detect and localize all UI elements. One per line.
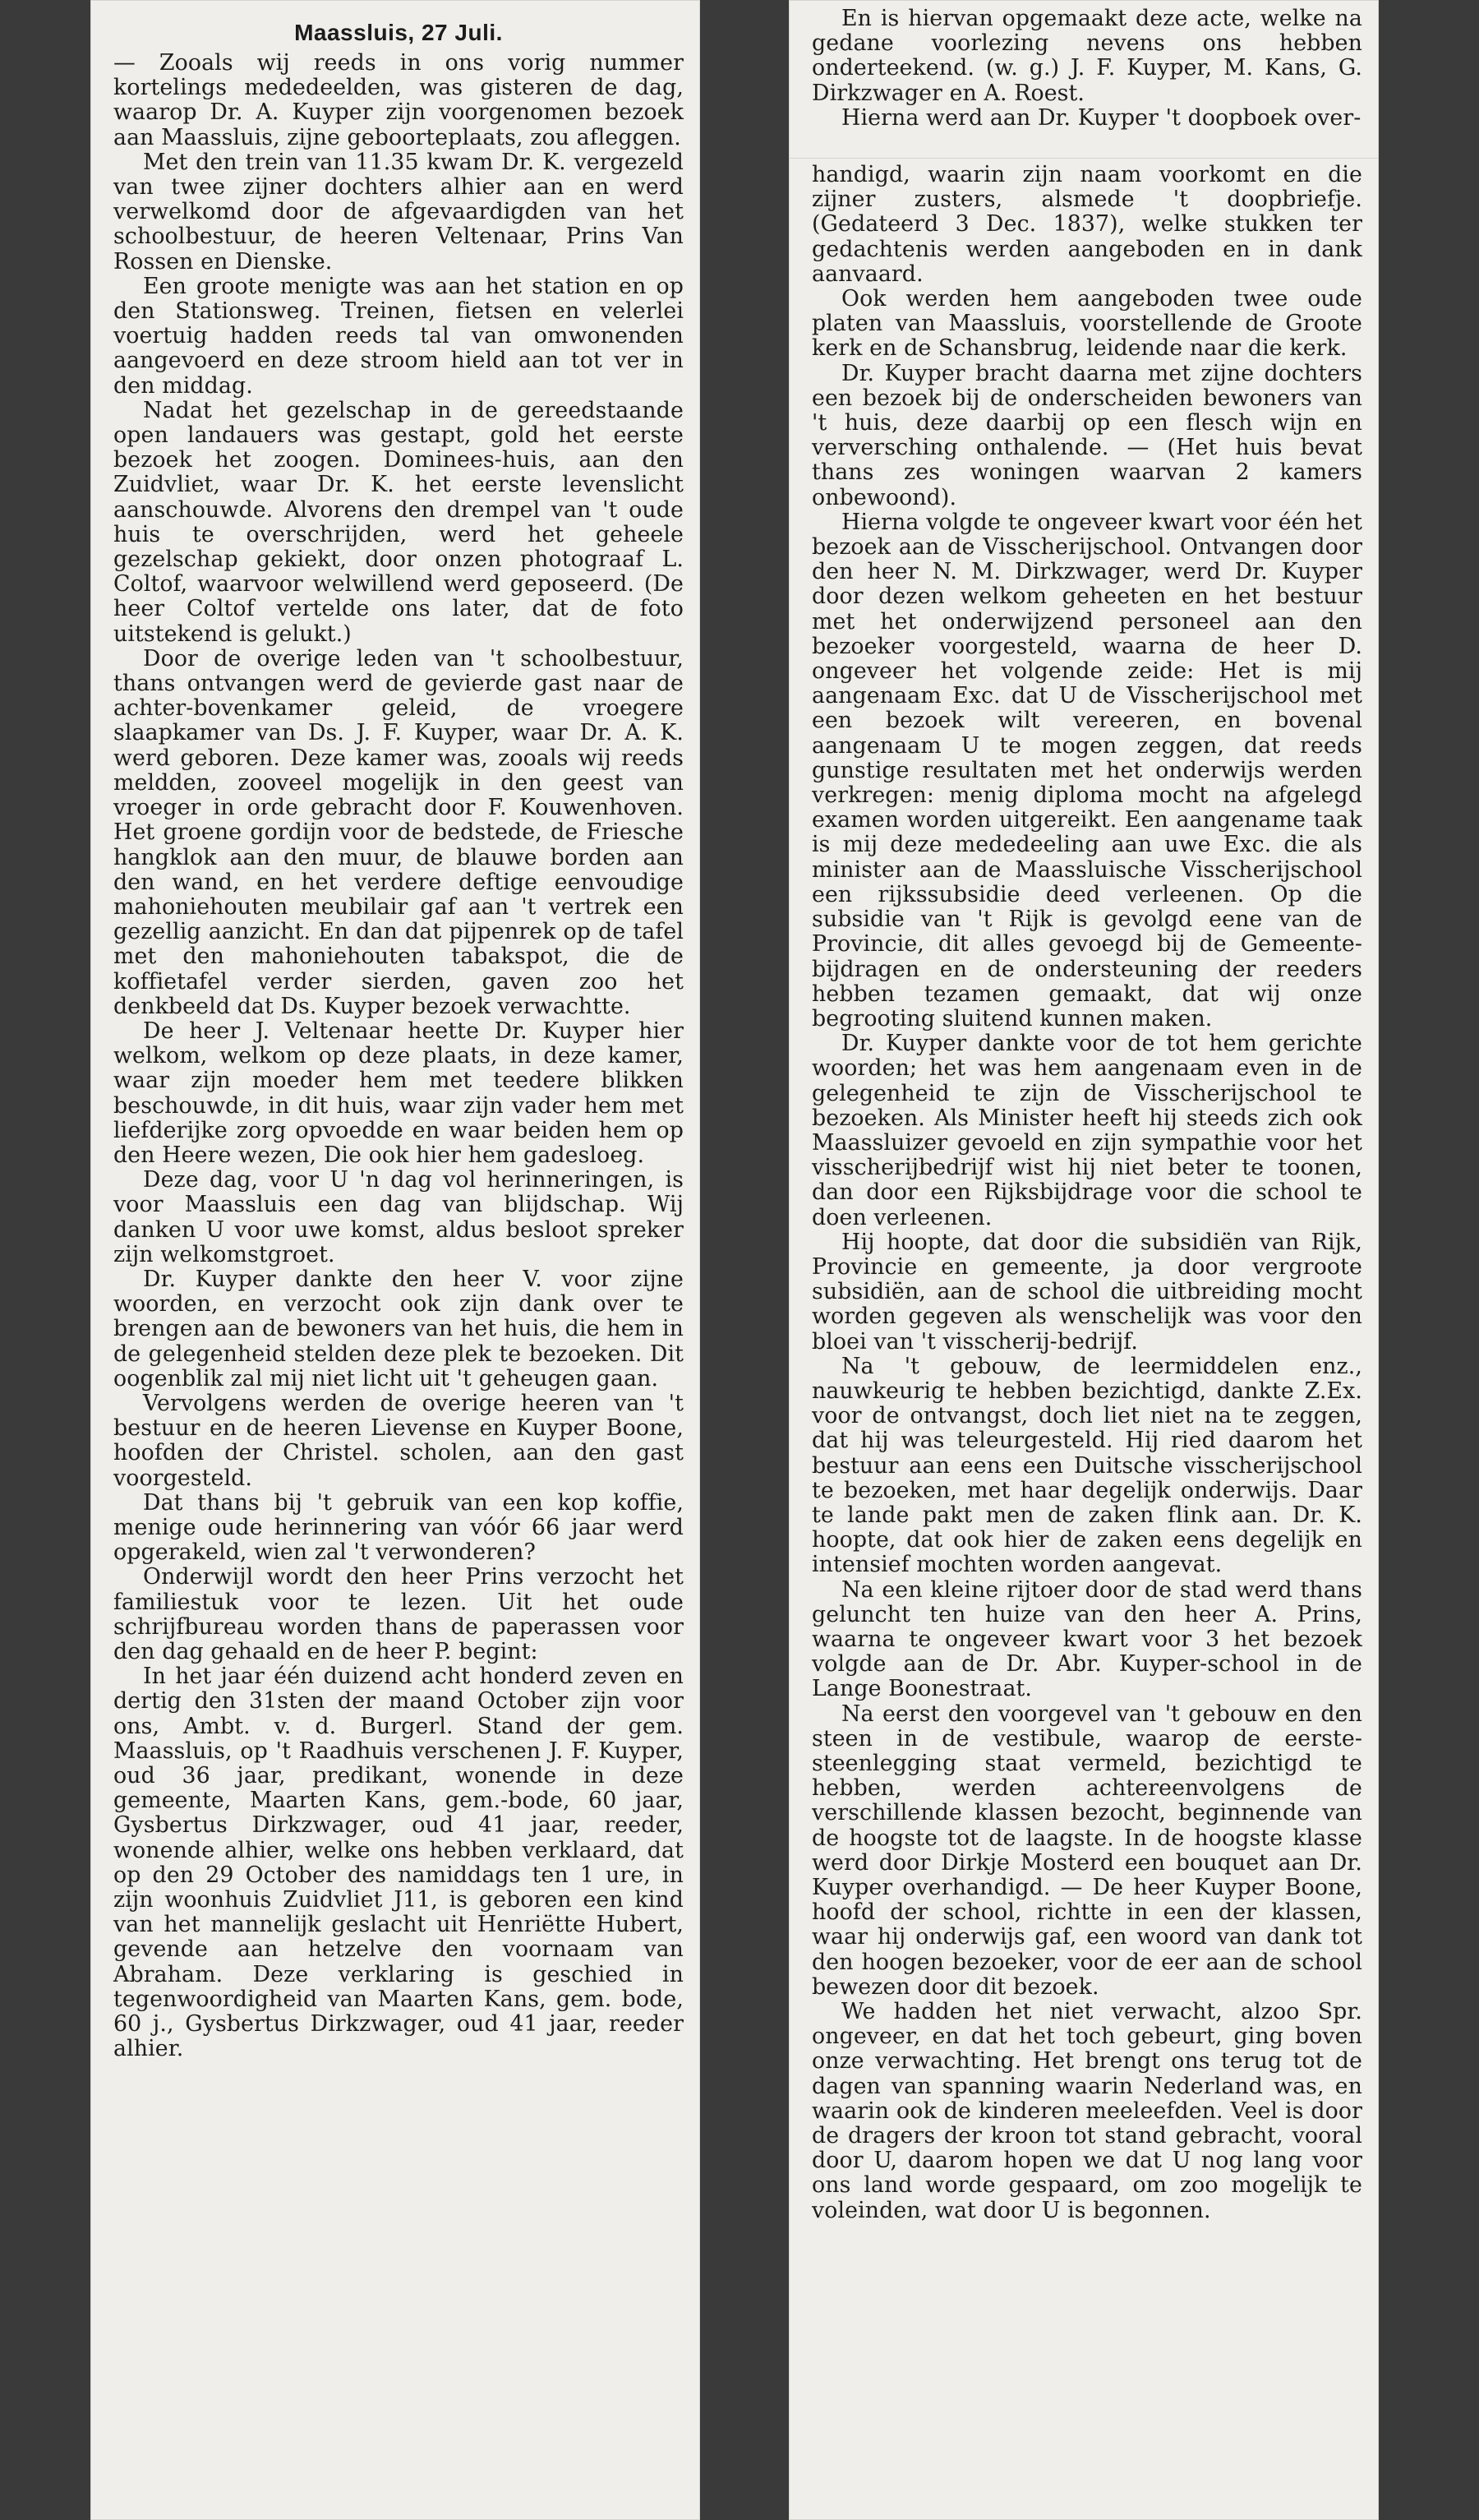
- paragraph: Onderwijl wordt den heer Prins verzocht het familiestuk voor te lezen. Uit het oude schrijfbureau worden thans de paperassen voor den dag gehaald en de heer P. begint:: [113, 1564, 684, 1664]
- paragraph: In het jaar één duizend acht honderd zeven en dertig den 31sten der maand October zijn voor ons, Ambt. v. d. Burgerl. Stand der gem. Maassluis, op 't Raadhuis verschenen J. F. Kuyper, oud 36 jaar, predikant, wonende in deze gemeente, Maarten Kans, gem.-bode, 60 jaar, Gysbertus Dirkzwager, oud 41 jaar, reeder, wonende alhier, welke ons hebben verklaard, dat op den 29 October des namiddags ten 1 ure, in zijn woonhuis Zuidvliet J11, is geboren een kind van het mannelijk geslacht uit Henriëtte Hubert, gevende aan hetzelve den voornaam van Abraham. Deze verklaring is geschied in tegenwoordigheid van Maarten Kans, gem. bode, 60 j., Gysbertus Dirkzwager, oud 41 jaar, reeder alhier.: [113, 1664, 684, 2062]
- paragraph: Nadat het gezelschap in de gereedstaande open landauers was gestapt, gold het eerste bezoek het zoogen. Dominees-huis, aan den Zuidvliet, waar Dr. K. het eerste levenslicht aanschouwde. Alvorens den drempel van 't oude huis te overschrijden, werd het geheele gezelschap gekiekt, door onzen photograaf L. Coltof, waarvoor welwillend werd geposeerd. (De heer Coltof vertelde ons later, dat de foto uitstekend is gelukt.): [113, 397, 684, 647]
- paragraph: We hadden het niet verwacht, alzoo Spr. ongeveer, en dat het toch gebeurt, ging boven onze verwachting. Het brengt ons terug tot de dagen van spanning waarin Nederland was, en waarin ook de kinderen meeleefden. Veel is door de dragers der kroon tot stand gebracht, vooral door U, daarom hopen we dat U nog lang voor ons land worde gespaard, om zoo mogelijk te voleinden, wat door U is begonnen.: [812, 1999, 1362, 2223]
- right-column-clipping-bottom: [789, 158, 1379, 2520]
- paragraph: Hierna volgde te ongeveer kwart voor één het bezoek aan de Visscherijschool. Ontvangen door den heer N. M. Dirkzwager, werd Dr. Kuyper door dezen welkom geheeten en het bestuur met het onderwijzend personeel aan den bezoeker voorgesteld, waarna de heer D. ongeveer het volgende zeide: Het is mij aangenaam Exc. dat U de Visscherijschool met een bezoek wilt vereeren, en bovenal aangenaam U te mogen zeggen, dat reeds gunstige resultaten met het onderwijs werden verkregen: menig diploma mocht na afgelegd examen worden uitgereikt. Een aangename taak is mij deze mededeeling aan uwe Exc. die als minister aan de Maassluische Visscherijschool een rijkssubsidie deed verleenen. Op die subsidie van 't Rijk is gevolgd eene van de Provincie, dit alles gevoegd bij de Gemeente-bijdragen en de ondersteuning der reeders hebben tezamen gemaakt, dat wij onze begrooting sluitend kunnen maken.: [812, 509, 1362, 1032]
- paragraph: Ook werden hem aangeboden twee oude platen van Maassluis, voorstellende de Groote kerk en de Schansbrug, leidende naar die kerk.: [812, 286, 1362, 362]
- paragraph: Een groote menigte was aan het station en op den Stationsweg. Treinen, fietsen en velerlei voertuig hadden reeds tal van omwonenden aangevoerd en deze stroom hield aan tot ver in den middag.: [113, 273, 684, 399]
- paragraph: En is hiervan opgemaakt deze acte, welke na gedane voorlezing nevens ons hebben onderteekend. (w. g.) J. F. Kuyper, M. Kans, G. Dirkzwager en A. Roest.: [812, 6, 1362, 106]
- paragraph: — Zooals wij reeds in ons vorig nummer kortelings mededeelden, was gisteren de dag, waarop Dr. A. Kuyper zijn voorgenomen bezoek aan Maassluis, zijne geboorteplaats, zou afleggen.: [113, 50, 684, 150]
- paragraph: Dat thans bij 't gebruik van een kop koffie, menige oude herinnering van vóór 66 jaar werd opgerakeld, wien zal 't verwonderen?: [113, 1489, 684, 1566]
- paragraph: Door de overige leden van 't schoolbestuur, thans ontvangen werd de gevierde gast naar de achter-bovenkamer geleid, de vroegere slaapkamer van Ds. J. F. Kuyper, waar Dr. A. K. werd geboren. Deze kamer was, zooals wij reeds meldden, zooveel mogelijk in den geest van vroeger in orde gebracht door F. Kouwenhoven. Het groene gordijn voor de bedstede, de Friesche hangklok aan den muur, de blauwe borden aan den wand, en het verdere deftige eenvoudige mahoniehouten meubilair gaf aan 't vertrek een gezellig aanzicht. En dan dat pijpenrek op de tafel met den mahoniehouten tabakspot, die de koffietafel verder sierden, gaven zoo het denkbeeld dat Ds. Kuyper bezoek verwachtte.: [113, 645, 684, 1019]
- paragraph: Dr. Kuyper dankte voor de tot hem gerichte woorden; het was hem aangenaam even in de gelegenheid te zijn de Visscherijschool te bezoeken. Als Minister heeft hij steeds zich ook Maassluizer gevoeld en zijn sympathie voor het visscherijbedrijf wist hij niet beter te toonen, dan door een Rijksbijdrage voor die school te doen verleenen.: [812, 1031, 1362, 1230]
- left-column-clipping: [90, 0, 700, 2520]
- dateline: Maassluis, 27 Juli.: [294, 20, 503, 45]
- paragraph: handigd, waarin zijn naam voorkomt en die zijner zusters, alsmede 't doopbriefje. (Gedateerd 3 Dec. 1837), welke stukken ter gedachtenis werden aangeboden en in dank aanvaard.: [812, 162, 1362, 287]
- paragraph: Deze dag, voor U 'n dag vol herinneringen, is voor Maassluis een dag van blijdschap. Wij danken U voor uwe komst, aldus besloot spreker zijn welkomstgroet.: [113, 1167, 684, 1267]
- paragraph: Dr. Kuyper dankte den heer V. voor zijne woorden, en verzocht ook zijn dank over te brengen aan de bewoners van het huis, die hem in de gelegenheid stelden deze plek te bezoeken. Dit oogenblik zal mij niet licht uit 't geheugen gaan.: [113, 1266, 684, 1392]
- paragraph: Na een kleine rijtoer door de stad werd thans geluncht ten huize van den heer A. Prins, waarna te ongeveer kwart voor 3 het bezoek volgde aan de Dr. Abr. Kuyper-school in de Lange Boonestraat.: [812, 1576, 1362, 1702]
- paragraph: Met den trein van 11.35 kwam Dr. K. vergezeld van twee zijner dochters alhier aan en werd verwelkomd door de afgevaardigden van het schoolbestuur, de heeren Veltenaar, Prins Van Rossen en Dienske.: [113, 149, 684, 275]
- paragraph: Na eerst den voorgevel van 't gebouw en den steen in de vestibule, waarop de eerste-steenlegging staat vermeld, bezichtigd te hebben, werden achtereenvolgens de verschillende klassen bezocht, beginnende van de hoogste tot de laagste. In de hoogste klasse werd door Dirkje Mosterd een bouquet aan Dr. Kuyper overhandigd. — De heer Kuyper Boone, hoofd der school, richtte in een der klassen, waar hij onderwijs gaf, een woord van dank tot den hoogen bezoeker, voor de eer aan de school bewezen door dit bezoek.: [812, 1701, 1362, 2000]
- right-column-clipping-top: [789, 0, 1379, 164]
- paragraph: De heer J. Veltenaar heette Dr. Kuyper hier welkom, welkom op deze plaats, in deze kamer, waar zijn moeder hem met teedere blikken beschouwde, in dit huis, waar zijn vader hem met liefderijke zorg opvoedde en waar beiden hem op den Heere wezen, Die ook hier hem gadesloeg.: [113, 1018, 684, 1168]
- paragraph: Na 't gebouw, de leermiddelen enz., nauwkeurig te hebben bezichtigd, dankte Z.Ex. voor de ontvangst, doch liet niet na te zeggen, dat hij was teleurgesteld. Hij ried daarom het bestuur aan eens een Duitsche visscherijschool te bezoeken, met haar degelijk onderwijs. Daar te lande pakt men de zaken flink aan. Dr. K. hoopte, dat ook hier de zaken eens degelijk en intensief mochten worden aangevat.: [812, 1353, 1362, 1578]
- paragraph: Vervolgens werden de overige heeren van 't bestuur en de heeren Lievense en Kuyper Boone, hoofden der Christel. scholen, aan den gast voorgesteld.: [113, 1390, 684, 1491]
- paragraph: Hij hoopte, dat door die subsidiën van Rijk, Provincie en gemeente, ja door vergroote subsidiën, aan de school die uitbreiding mocht worden gegeven als wenschelijk was voor den bloei van 't visscherij-bedrijf.: [812, 1229, 1362, 1355]
- paragraph: Dr. Kuyper bracht daarna met zijne dochters een bezoek bij de onderscheiden bewoners van 't huis, deze daarbij op een flesch wijn en verversching onthalende. — (Het huis bevat thans zes woningen waarvan 2 kamers onbewoond).: [812, 360, 1362, 510]
- paragraph: Hierna werd aan Dr. Kuyper 't doopboek over-: [841, 104, 1362, 131]
